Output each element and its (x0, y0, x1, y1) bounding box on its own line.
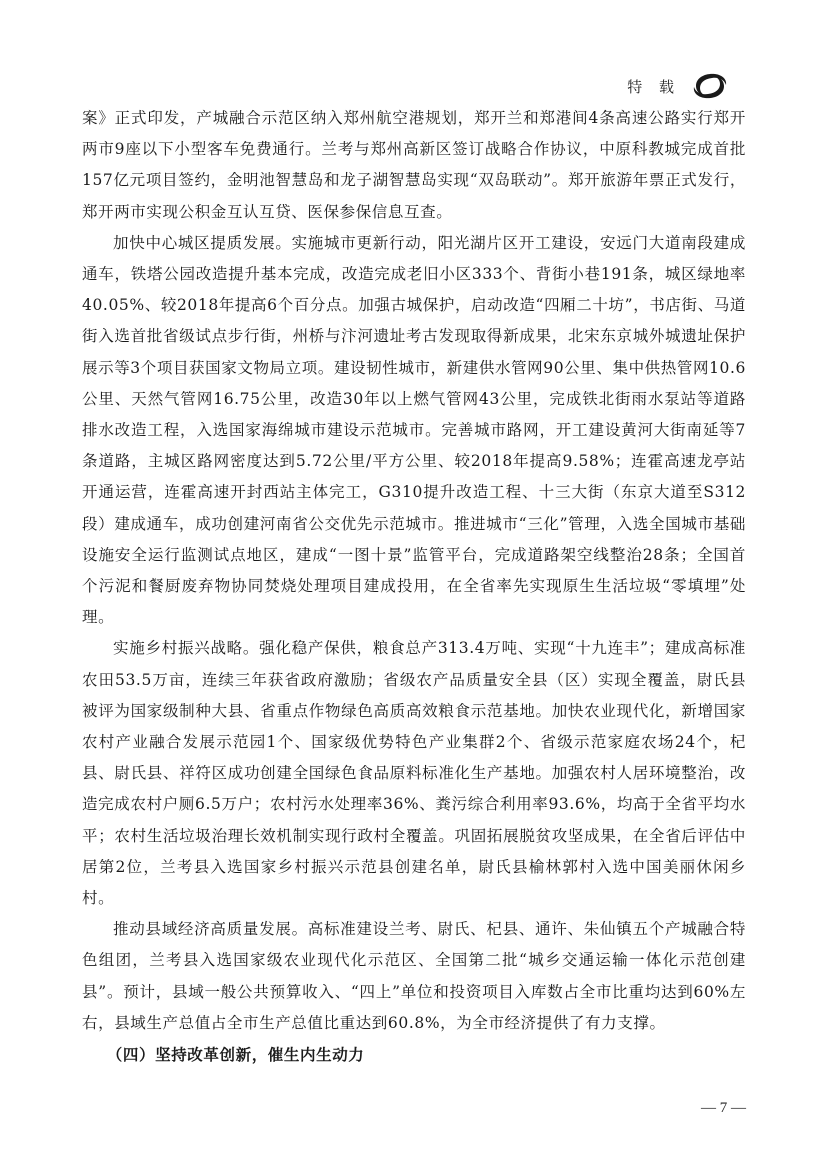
paragraph-rural-revitalization: 实施乡村振兴战略。强化稳产保供，粮食总产313.4万吨、实现“十九连丰”；建成高标准农田53.5万亩，连续三年获省政府激励；省级农产品质量安全县（区）实现全覆盖，尉氏县被评为国家级制种大县、省重点作物绿色高质高效粮食示范基地。加快农业现代化，新增国家农村产业融合发展示范园1个、国家级优势特色产业集群2个、省级示范家庭农场24个，杞县、尉氏县、祥符区成功创建全国绿色食品原料标准化生产基地。加强农村人居环境整治，改造完成农村户厕6.5万户；农村污水处理率36%、粪污综合利用率93.6%，均高于全省平均水平；农村生活垃圾治理长效机制实现行政村全覆盖。巩固拓展脱贫攻坚成果，在全省后评估中居第2位，兰考县入选国家乡村振兴示范县创建名单，尉氏县榆林郭村入选中国美丽休闲乡村。 (82, 639, 746, 908)
article-body (82, 103, 746, 1070)
paragraph-continuation: 案》正式印发，产城融合示范区纳入郑州航空港规划，郑开兰和郑港间4条高速公路实行郑开两市9座以下小型客车免费通行。兰考与郑州高新区签订战略合作协议，中原科教城完成首批157亿元项目签约，金明池智慧岛和龙子湖智慧岛实现“双岛联动”。郑开旅游年票正式发行，郑开两市实现公积金互认互贷、医保参保信息互查。 (82, 109, 746, 221)
section-label: 特 载 (627, 77, 680, 96)
section-subheading: （四）坚持改革创新，催生内生动力 (106, 1045, 365, 1065)
paragraph-county-economy: 推动县域经济高质量发展。高标准建设兰考、尉氏、杞县、通许、朱仙镇五个产城融合特色组团，兰考县入选国家级农业现代化示范区、全国第二批“城乡交通运输一体化示范创建县”。预计，县域一般公共预算收入、“四上”单位和投资项目入库数占全市比重均达到60%左右，县域生产总值占全市生产总值比重达到60.8%，为全市经济提供了有力支撑。 (82, 920, 746, 1032)
page-header (627, 66, 730, 106)
page-number: — 7 — (701, 1100, 746, 1116)
paragraph-central-urban: 加快中心城区提质发展。实施城市更新行动，阳光湖片区开工建设，安远门大道南段建成通车，铁塔公园改造提升基本完成，改造完成老旧小区333个、背街小巷191条，城区绿地率40.05%、较2018年提高6个百分点。加强古城保护，启动改造“四厢二十坊”，书店街、马道街入选首批省级试点步行街，州桥与汴河遗址考古发现取得新成果，北宋东京城外城遗址保护展示等3个项目获国家文物局立项。建设韧性城市，新建供水管网90公里、集中供热管网10.6公里、天然气管网16.75公里，改造30年以上燃气管网43公里，完成铁北街雨水泵站等道路排水改造工程，入选国家海绵城市建设示范城市。完善城市路网，开工建设黄河大街南延等7条道路，主城区路网密度达到5.72公里/平方公里、较2018年提高9.58%；连霍高速龙亭站开通运营，连霍高速开封西站主体完工，G310提升改造工程、十三大街（东京大道至S312段）建成通车，成功创建河南省公交优先示范城市。推进城市“三化”管理，入选全国城市基础设施安全运行监测试点地区，建成“一图十景”监管平台，完成道路架空线整治28条；全国首个污泥和餐厨废弃物协同焚烧处理项目建成投用，在全省率先实现原生生活垃圾“零填埋”处理。 (82, 233, 746, 627)
swirl-logo-icon (690, 71, 730, 101)
